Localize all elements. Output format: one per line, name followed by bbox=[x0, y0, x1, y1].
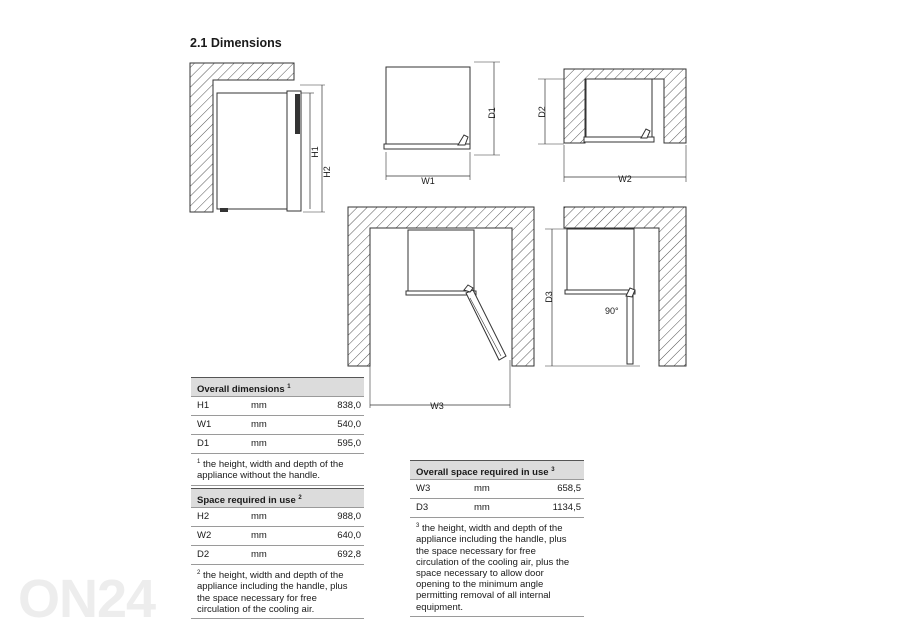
section-title: 2.1 Dimensions bbox=[190, 36, 282, 50]
side-view-drawing bbox=[190, 63, 332, 212]
table-row: H1 mm 838,0 bbox=[191, 396, 364, 415]
overall-space-table bbox=[410, 460, 584, 617]
table-row: W2 mm 640,0 bbox=[191, 526, 364, 545]
top-view-w1-drawing bbox=[384, 62, 500, 186]
space-required-table bbox=[191, 488, 364, 619]
label-w3: W3 bbox=[430, 401, 444, 411]
label-d3: D3 bbox=[544, 291, 554, 303]
label-w2: W2 bbox=[618, 174, 632, 184]
table-header: Overall space required in use $^3$ bbox=[410, 460, 584, 479]
door-open-w3-drawing bbox=[348, 207, 534, 411]
table-header: Space required in use $^2$ bbox=[191, 488, 364, 507]
label-d2: D2 bbox=[537, 106, 547, 118]
label-d1: D1 bbox=[487, 107, 497, 119]
footnote: $^2$ the height, width and depth of the appliance including the handle, plus the space necessary for free circulation of the cooling air. bbox=[191, 564, 364, 619]
footnote: $^3$ the height, width and depth of the appliance including the handle, plus the space necessary for free circulation of the cooling air, plus the space necessary to allow door opening to the minimum angle permitting removal of all internal equipment. bbox=[410, 517, 584, 617]
footnote: $^1$ the height, width and depth of the appliance without the handle. bbox=[191, 453, 364, 486]
table-row: D3 mm 1134,5 bbox=[410, 498, 584, 517]
table-row: D1 mm 595,0 bbox=[191, 434, 364, 453]
label-h2: H2 bbox=[322, 166, 332, 178]
on24-watermark: ON24 bbox=[18, 569, 156, 629]
table-row: H2 mm 988,0 bbox=[191, 507, 364, 526]
label-w1: W1 bbox=[421, 176, 435, 186]
top-view-w2-drawing bbox=[537, 69, 686, 184]
label-h1: H1 bbox=[310, 146, 320, 158]
label-angle: 90° bbox=[605, 306, 619, 316]
table-row: W3 mm 658,5 bbox=[410, 479, 584, 498]
table-row: D2 mm 692,8 bbox=[191, 545, 364, 564]
table-row: W1 mm 540,0 bbox=[191, 415, 364, 434]
overall-dimensions-table bbox=[191, 377, 364, 486]
table-header: Overall dimensions $^1$ bbox=[191, 377, 364, 396]
door-open-d3-drawing bbox=[544, 207, 686, 366]
